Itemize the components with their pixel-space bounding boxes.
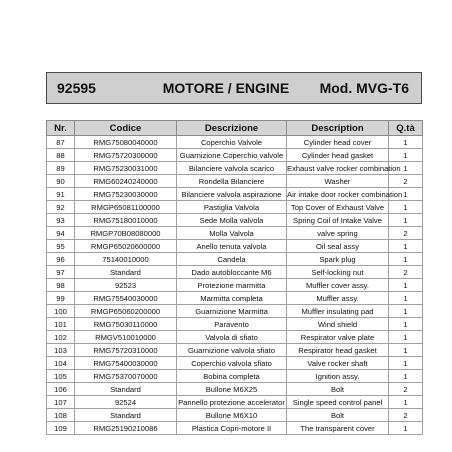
table-row [47,357,423,370]
cell-descrizione: Pastiglia Valvola [177,201,287,214]
cell-nr: 94 [47,227,75,240]
cell-descrizione: Bullone M6X10 [177,409,287,422]
column-header-descrizione: Descrizione [177,121,287,136]
cell-qty: 1 [389,396,423,409]
cell-nr: 96 [47,253,75,266]
cell-descrizione: Paravento [177,318,287,331]
cell-nr: 108 [47,409,75,422]
cell-descrizione: Sede Molla valvola [177,214,287,227]
cell-qty: 1 [389,162,423,175]
cell-description: Respirator valve plate [287,331,389,344]
cell-codice: 92524 [75,396,177,409]
cell-qty: 1 [389,279,423,292]
cell-qty: 2 [389,227,423,240]
cell-descrizione: Dado autobloccante M6 [177,266,287,279]
cell-qty: 1 [389,149,423,162]
cell-nr: 92 [47,201,75,214]
cell-nr: 101 [47,318,75,331]
cell-qty: 2 [389,383,423,396]
cell-qty: 1 [389,214,423,227]
cell-description: Muffler cover assy. [287,279,389,292]
cell-description: Ignition assy. [287,370,389,383]
cell-codice: Standard [75,383,177,396]
cell-codice: RMG75400030000 [75,357,177,370]
cell-codice: RMG75180010000 [75,214,177,227]
cell-qty: 1 [389,240,423,253]
table-row [47,422,423,435]
table-row [47,266,423,279]
cell-description: Self-locking nut [287,266,389,279]
cell-description: Air intake door rocker combination [287,189,403,199]
cell-nr: 93 [47,214,75,227]
cell-codice: RMGP65020600000 [75,240,177,253]
cell-description: Cylinder head gasket [287,149,389,162]
cell-nr: 103 [47,344,75,357]
cell-codice: RMG75230031000 [75,162,177,175]
cell-description: Washer [287,175,389,188]
cell-descrizione: Candela [177,253,287,266]
table-row [47,227,423,240]
cell-nr: 106 [47,383,75,396]
cell-descrizione: Guarnizione valvola sfiato [177,344,287,357]
cell-descrizione: Protezione marmitta [177,279,287,292]
cell-description: Oil seal assy [287,240,389,253]
cell-description: valve spring [287,227,389,240]
cell-codice: RMGP65060200000 [75,305,177,318]
cell-descrizione: Bobina completa [177,370,287,383]
cell-description: Top Cover of Exhaust Valve [287,201,389,214]
cell-qty: 1 [389,331,423,344]
cell-qty: 1 [389,136,423,149]
cell-codice: RMGV510010000 [75,331,177,344]
column-header-nr: Nr. [47,121,75,136]
cell-descrizione: Molla Valvola [177,227,287,240]
cell-qty: 2 [389,409,423,422]
cell-codice: 92523 [75,279,177,292]
cell-qty: 1 [389,292,423,305]
cell-descrizione: Bullone M6X25 [177,383,287,396]
cell-nr: 107 [47,396,75,409]
table-row [47,136,423,149]
cell-nr: 90 [47,175,75,188]
column-header-codice: Codice [75,121,177,136]
table-row [47,214,423,227]
cell-descrizione: Marmitta completa [177,292,287,305]
title-bar [46,72,422,104]
cell-nr: 98 [47,279,75,292]
cell-nr: 104 [47,357,75,370]
table-row [47,240,423,253]
cell-codice: RMGP65081100000 [75,201,177,214]
table-row [47,383,423,396]
cell-description: Spark plug [287,253,389,266]
part-group-code: 92595 [57,80,96,96]
cell-nr: 89 [47,162,75,175]
cell-qty: 1 [389,344,423,357]
cell-description: The transparent cover [287,422,389,435]
cell-nr: 102 [47,331,75,344]
column-header-qty: Q.tà [389,121,423,136]
cell-nr: 91 [47,188,75,201]
cell-nr: 99 [47,292,75,305]
cell-descrizione: Anello tenuta valvola [177,240,287,253]
table-row [47,370,423,383]
cell-nr: 87 [47,136,75,149]
table-row [47,162,423,175]
cell-codice: RMG75720300000 [75,149,177,162]
cell-descrizione: Coperchio Valvole [177,136,287,149]
table-row [47,201,423,214]
column-header-description: Description [287,121,389,136]
cell-qty: 2 [389,266,423,279]
cell-description: Muffler insulating pad [287,305,389,318]
table-row [47,318,423,331]
cell-description: Muffler assy. [287,292,389,305]
table-row [47,188,423,201]
cell-codice: RMG60240240000 [75,175,177,188]
cell-qty: 2 [389,175,423,188]
cell-descrizione: Valvola di sfiato [177,331,287,344]
parts-table [46,120,423,435]
table-body [47,136,423,435]
cell-description: Valve rocker shaft [287,357,389,370]
cell-descrizione: Coperchio valvola sfiato [177,357,287,370]
cell-codice: RMG75080040000 [75,136,177,149]
cell-codice: 75140010000 [75,253,177,266]
table-row [47,253,423,266]
cell-description: Cylinder head cover [287,136,389,149]
cell-descrizione: Guarnizione Marmitta [177,305,287,318]
cell-description: Single speed control panel [287,396,389,409]
cell-descrizione: Guarnizione Coperchio valvole [177,149,287,162]
cell-descrizione: Pannello protezione accelerator [178,397,285,407]
table-row [47,344,423,357]
cell-description: Exhaust valve rocker combination [287,163,401,173]
table-row [47,279,423,292]
table-row [47,175,423,188]
cell-qty: 1 [389,318,423,331]
cell-codice: Standard [75,266,177,279]
cell-nr: 109 [47,422,75,435]
cell-nr: 100 [47,305,75,318]
header-row [47,121,423,136]
cell-nr: 95 [47,240,75,253]
cell-description: Bolt [287,383,389,396]
cell-description: Respirator head gasket [287,344,389,357]
cell-qty: 1 [389,201,423,214]
table-row [47,305,423,318]
table-row [47,292,423,305]
table-row [47,149,423,162]
cell-codice: RMG25190210086 [75,422,177,435]
cell-qty: 1 [389,357,423,370]
cell-qty: 1 [389,188,423,201]
cell-description: Bolt [287,409,389,422]
cell-descrizione: Plastica Copri-motore II [177,422,287,435]
cell-codice: Standard [75,409,177,422]
cell-codice: RMGP70B08080000 [75,227,177,240]
table-row [47,331,423,344]
cell-codice: RMG75230030000 [75,188,177,201]
table-header [47,121,423,136]
table-row [47,409,423,422]
cell-qty: 1 [389,422,423,435]
cell-nr: 105 [47,370,75,383]
cell-description: Spring Coil of Intake Valve [287,214,389,227]
cell-nr: 97 [47,266,75,279]
cell-codice: RMG75720310000 [75,344,177,357]
cell-description: Wind shield [287,318,389,331]
cell-descrizione: Bilanciere valvola aspirazione [177,188,287,201]
cell-codice: RMG75030110000 [75,318,177,331]
model-label: Mod. MVG-T6 [319,80,409,96]
cell-nr: 88 [47,149,75,162]
cell-descrizione: Bilanciere valvola scarico [177,162,287,175]
cell-qty: 1 [389,305,423,318]
cell-codice: RMG75540030000 [75,292,177,305]
table-row [47,396,423,409]
cell-qty: 1 [389,253,423,266]
page-title: MOTORE / ENGINE [162,80,290,96]
cell-codice: RMG75370070000 [75,370,177,383]
cell-qty: 1 [389,370,423,383]
cell-descrizione: Rondella Bilanciere [177,175,287,188]
